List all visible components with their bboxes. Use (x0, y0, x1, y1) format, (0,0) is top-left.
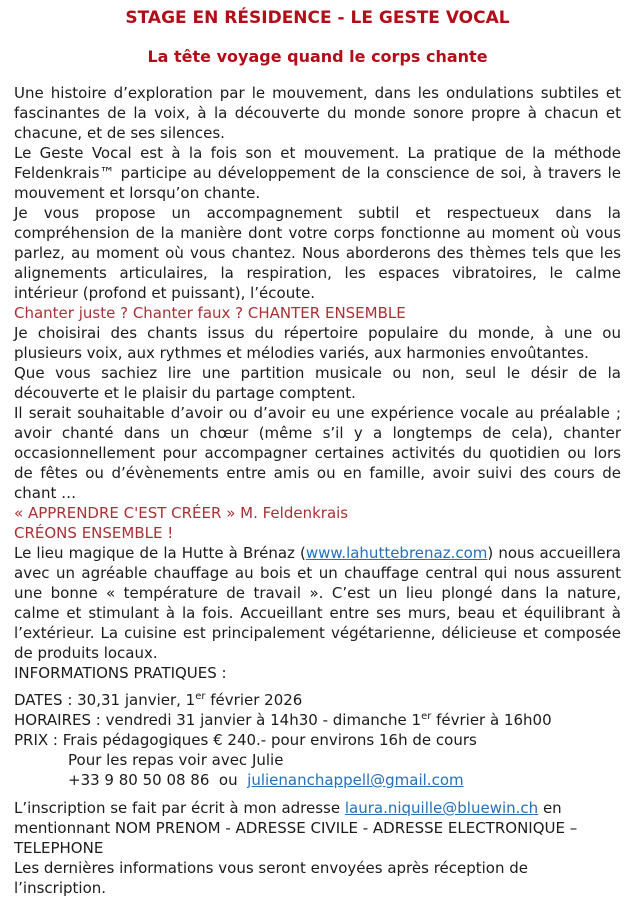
repertoire-paragraph-1: Je choisirai des chants issus du répertoire populaire du monde, à une ou plusieurs voix, aux rythmes et mélodies variés, aux harmonies envoûtantes. (14, 324, 621, 362)
closing-note: Les dernières informations vous seront envoyées après réception de l’inscription. (14, 859, 529, 897)
chanter-heading: Chanter juste ? Chanter faux ? CHANTER ENSEMBLE (14, 304, 406, 322)
repertoire-paragraph-3: Il serait souhaitable d’avoir ou d’avoir eu une expérience vocale au préalable ; avoir chanté dans un chœur (même s’il y a longtemps de cela), chanter occasionnellement pour accompagner certaines activités du quotidien ou lors de fêtes ou d’évènements entre amis ou en famille, avoir suivi des cours de chant … (14, 404, 621, 502)
dates-text: DATES : 30,31 janvier, 1 (14, 691, 196, 709)
horaires-superscript: er (421, 711, 432, 722)
creons-heading: CRÉONS ENSEMBLE ! (14, 524, 174, 542)
horaires-line (14, 710, 621, 730)
dates-superscript: er (195, 691, 206, 702)
page-subtitle: La tête voyage quand le corps chante (147, 47, 488, 66)
practical-heading: INFORMATIONS PRATIQUES : (14, 664, 227, 682)
page-title: STAGE EN RÉSIDENCE - LE GESTE VOCAL (125, 8, 510, 28)
horaires-text-after: février à 16h00 (431, 711, 552, 729)
venue-website-link[interactable]: www.lahuttebrenaz.com (305, 544, 488, 562)
julie-email-link[interactable]: julienanchappell@gmail.com (247, 771, 464, 789)
venue-text-after: ) nous accueillera avec un agréable chauffage au bois et un chauffage central qui nous assurent une bonne « température de travail ». C’est un lieu plongé dans la nature, calme et stimulant à la fois. Accueillant entre ses murs, beau et équilibrant à l’extérieur. La cuisine est principalement végétarienne, délicieuse et composée de produits locaux. (14, 544, 621, 662)
dates-line (14, 690, 621, 710)
inscription-email-link[interactable]: laura.niquille@bluewin.ch (344, 799, 539, 817)
inscription-block (14, 798, 621, 898)
venue-paragraph (14, 543, 621, 663)
dates-text-after: février 2026 (205, 691, 303, 709)
repas-line: Pour les repas voir avec Julie (68, 751, 284, 769)
repertoire-paragraph-2: Que vous sachiez lire une partition musicale ou non, seul le désir de la découverte et le plaisir du partage comptent. (14, 364, 621, 402)
horaires-text: HORAIRES : vendredi 31 janvier à 14h30 - dimanche 1 (14, 711, 422, 729)
inscription-paragraph (14, 798, 621, 858)
practical-info-block (14, 690, 621, 790)
intro-paragraph-1: Une histoire d’exploration par le mouvement, dans les ondulations subtiles et fascinantes de la voix, à la découverte du monde sonore propre à chacun et chacune, et de ses silences. (14, 84, 621, 142)
inscription-text-after: en mentionnant NOM PRENOM - ADRESSE CIVILE - ADRESSE ELECTRONIQUE – TELEPHONE (14, 799, 578, 857)
venue-text-before: Le lieu magique de la Hutte à Brénaz ( (14, 544, 306, 562)
phone-line (14, 770, 621, 790)
intro-paragraph-2: Le Geste Vocal est à la fois son et mouvement. La pratique de la méthode Feldenkrais™ participe au développement de la conscience de soi, à travers le mouvement et lorsqu’on chante. (14, 144, 621, 202)
phone-number: +33 9 80 50 08 86 ou (68, 771, 248, 789)
intro-paragraph-3: Je vous propose un accompagnement subtil et respectueux dans la compréhension de la manière dont votre corps fonctionne au moment où vous parlez, au moment où vous chantez. Nous aborderons des thèmes tels que les alignements articulaires, la respiration, les espaces vibratoires, le calme intérieur (profond et puissant), l’écoute. (14, 204, 621, 302)
inscription-text-before: L’inscription se fait par écrit à mon adresse (14, 799, 345, 817)
prix-line: PRIX : Frais pédagogiques € 240.- pour environs 16h de cours (14, 731, 477, 749)
feldenkrais-quote: « APPRENDRE C'EST CRÉER » M. Feldenkrais (14, 504, 349, 522)
